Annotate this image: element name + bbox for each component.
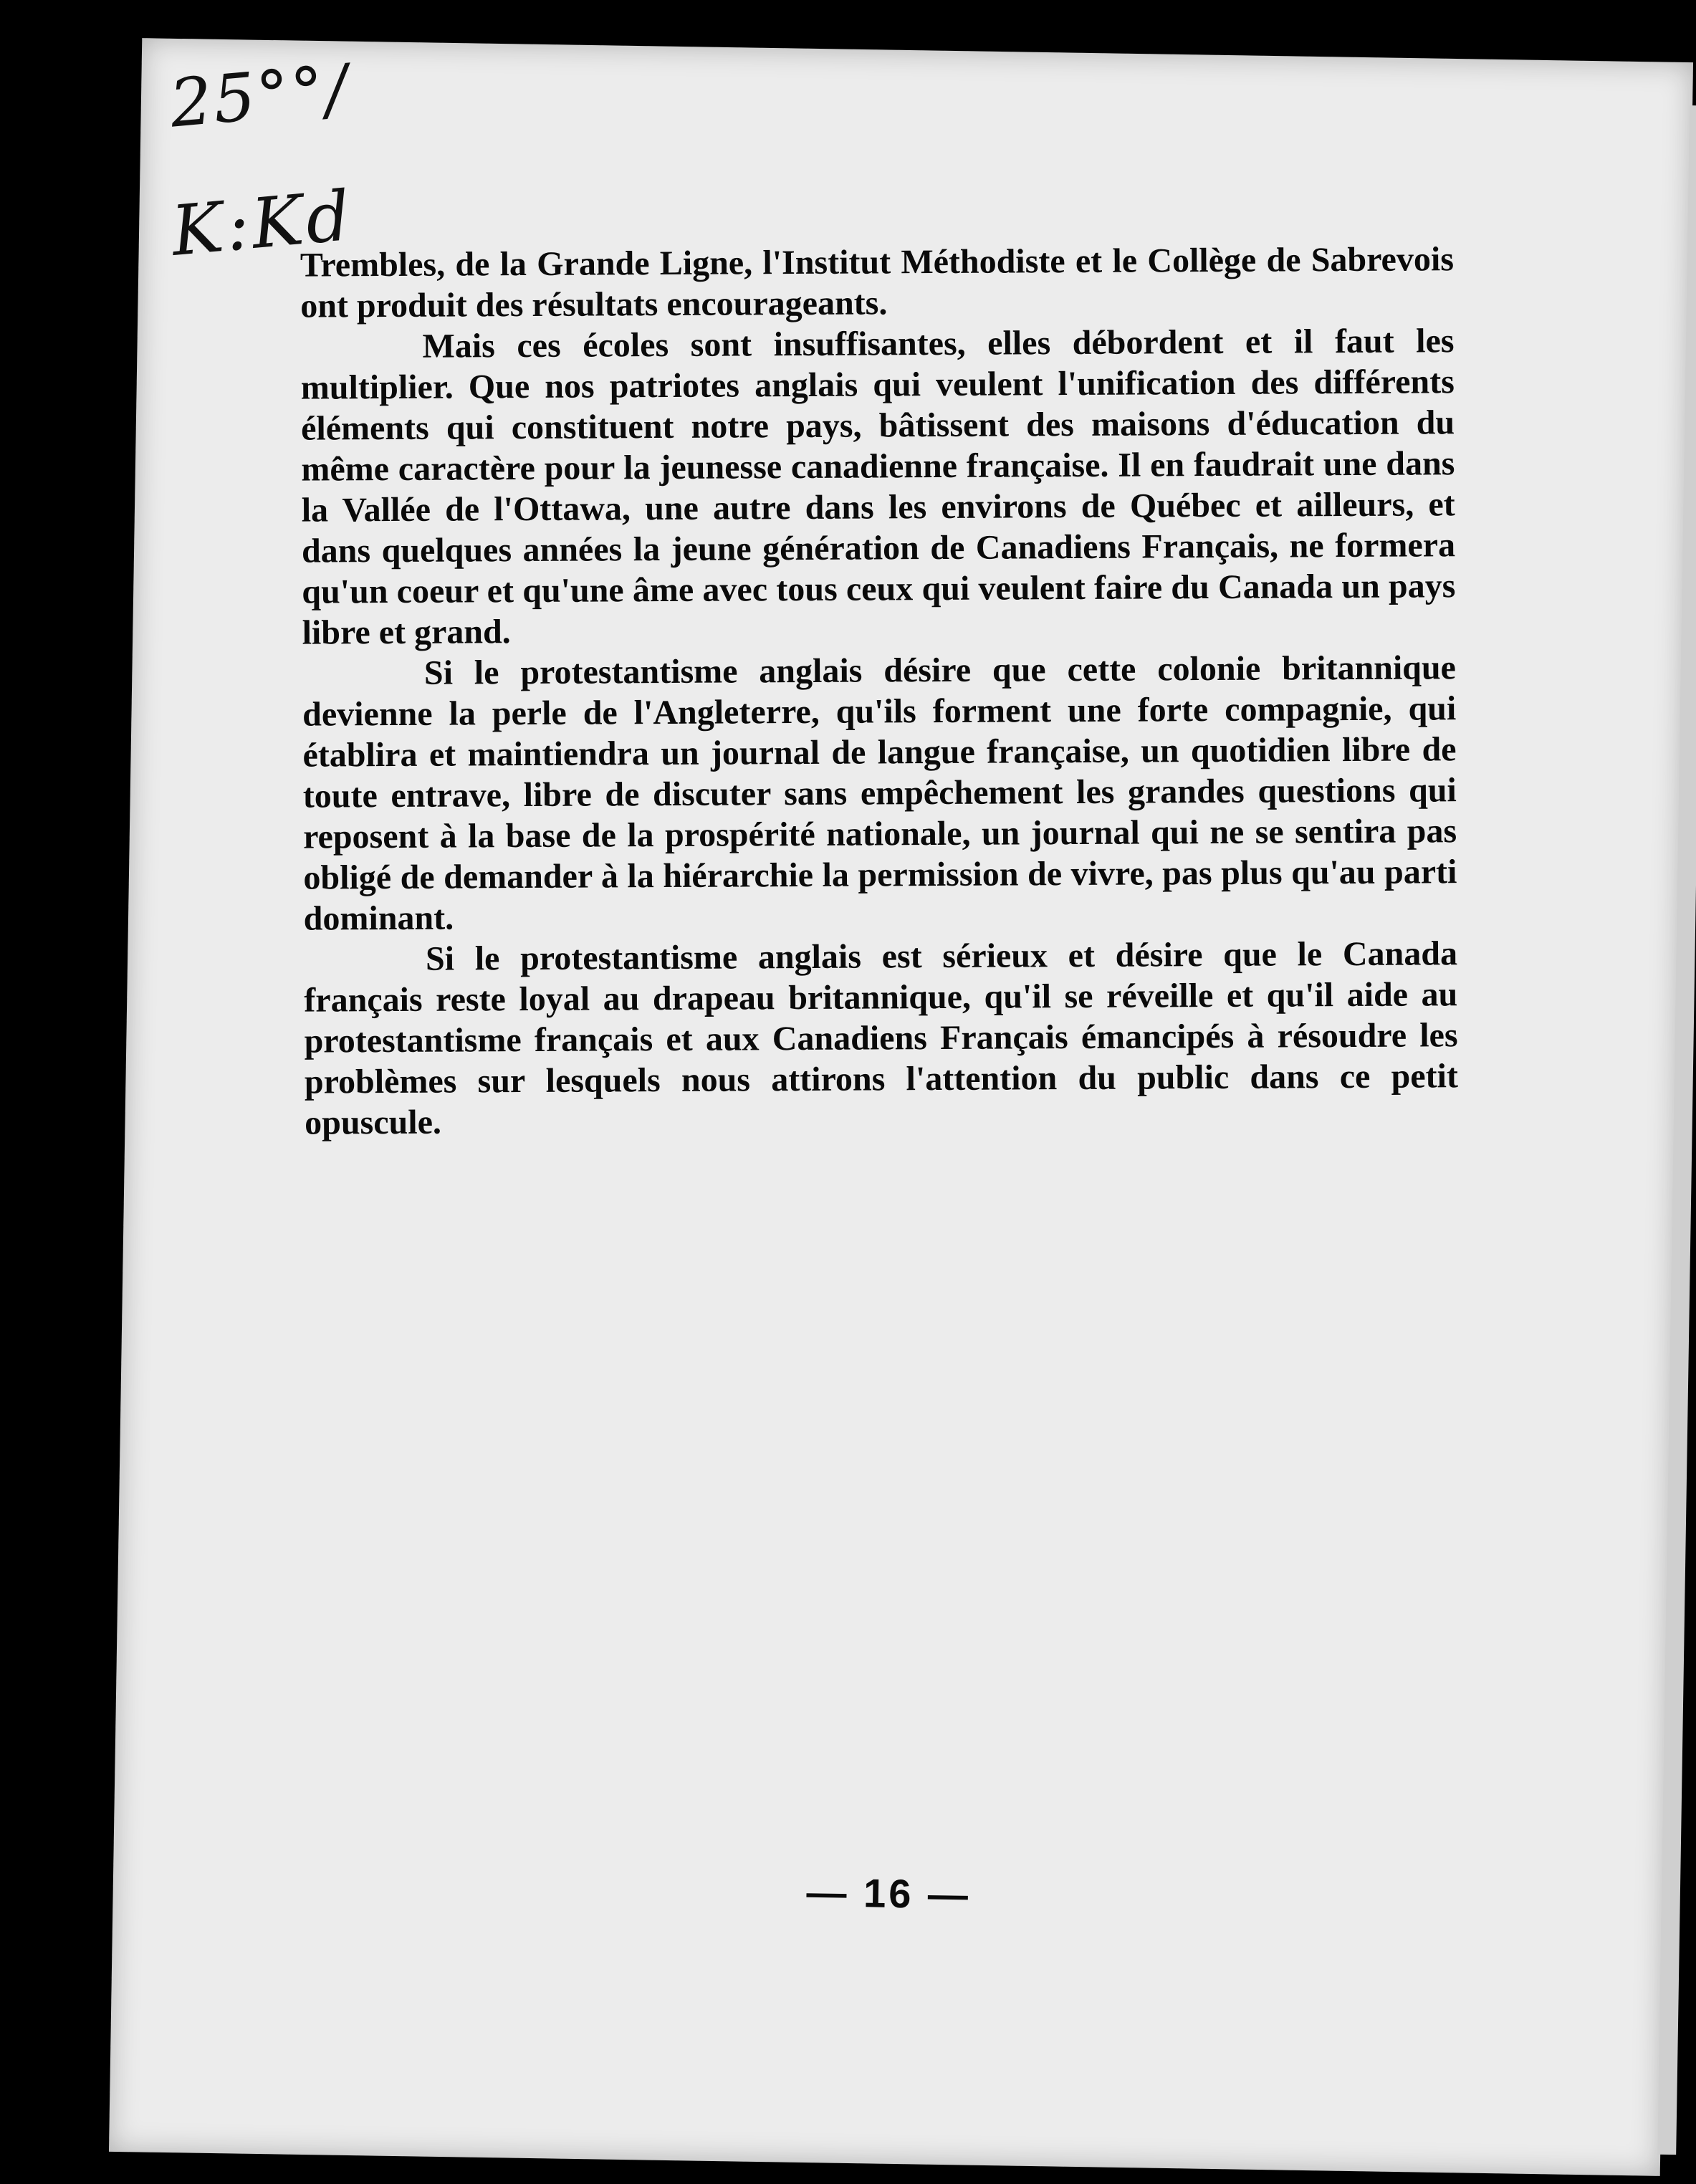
- handwritten-price-note: 25°°/: [166, 49, 353, 143]
- document-page: [109, 38, 1693, 2176]
- paragraph-1: Trembles, de la Grande Ligne, l'Institut Méthodiste et le Collège de Sabrevois ont produit des résultats encourageants.: [300, 240, 1455, 325]
- page-edge: [1657, 105, 1696, 2155]
- paragraph-4: Si le protestantisme anglais est sérieux et désire que le Canada français reste loyal au drapeau britannique, qu'il se réveille et qu'il aide au protestantisme français et aux Canadiens Français émancipés à résoudre les problèmes sur lesquels nous attirons l'attention du public dans ce petit opuscule.: [304, 934, 1459, 1142]
- page-number: — 16 —: [806, 1869, 972, 1917]
- body-text: [300, 239, 1459, 1143]
- paragraph-3: Si le protestantisme anglais désire que cette colonie britannique devienne la perle de l'Angleterre, qu'ils forment une forte compagnie, qui établira et maintiendra un journal de langue française, un quotidien libre de toute entrave, libre de discuter sans empêchement les grandes questions qui reposent à la base de la prospérité nationale, un journal qui ne se sentira pas obligé de demander à la hiérarchie la permission de vivre, pas plus qu'au parti dominant.: [302, 648, 1457, 938]
- handwritten-code-note: K:Kd: [168, 175, 356, 272]
- paragraph-2: Mais ces écoles sont insuffisantes, elles débordent et il faut les multiplier. Que nos patriotes anglais qui veulent l'unification des différents éléments qui constituent notre pays, bâtissent des maisons d'éducation du même caractère pour la jeunesse canadienne française. Il en faudrait une dans la Vallée de l'Ottawa, une autre dans les environs de Québec et ailleurs, et dans quelques années la jeune génération de Canadiens Français, ne formera qu'un coeur et qu'une âme avec tous ceux qui veulent faire du Canada un pays libre et grand.: [300, 322, 1456, 652]
